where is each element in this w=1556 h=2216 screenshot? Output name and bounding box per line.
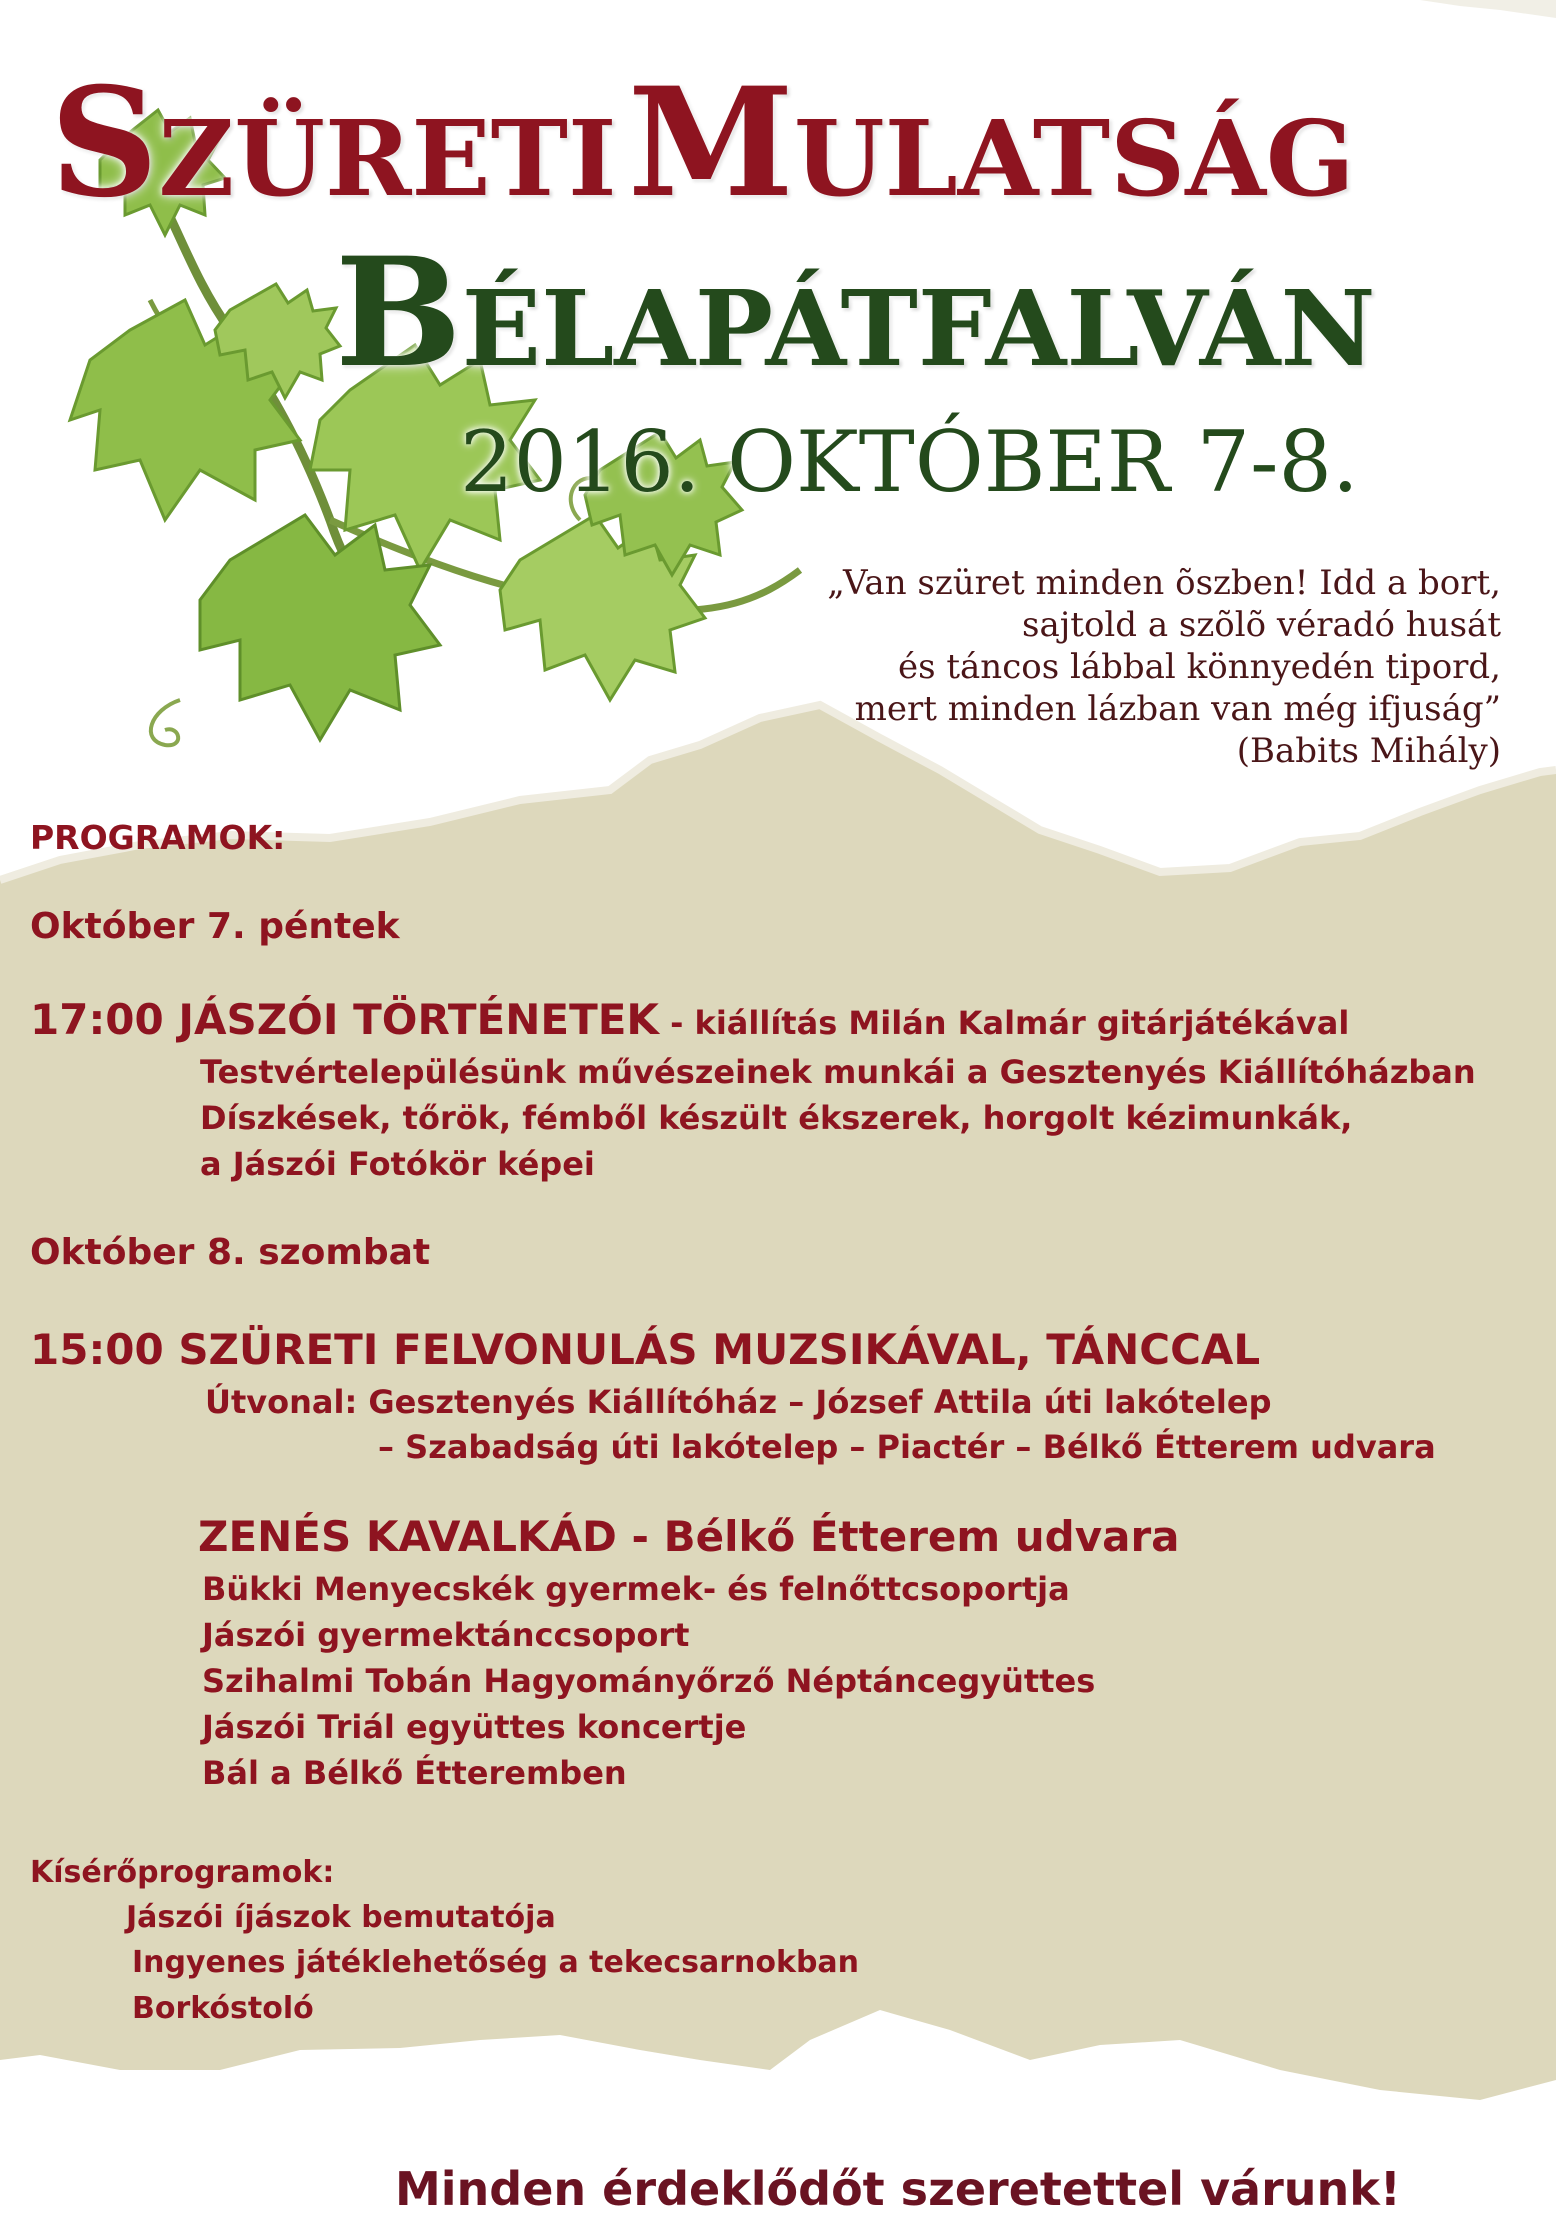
title-word-mulatsag: ULATSÁG <box>793 97 1355 220</box>
title-initial-m: M <box>627 55 794 231</box>
route-line: Útvonal: Gesztenyés Kiállítóház – József Attila úti lakótelep <box>205 1383 1272 1421</box>
program-heading: PROGRAMOK: <box>30 818 286 857</box>
side-program-item: Borkóstoló <box>132 1991 314 2026</box>
day1-label: Október 7. péntek <box>30 906 400 947</box>
side-program-item: Ingyenes játéklehetőség a tekecsarnokban <box>132 1945 860 1980</box>
quote-line: és táncos lábbal könnyedén tipord, <box>898 647 1501 687</box>
welcome-footer: Minden érdeklődőt szeretettel várunk! <box>395 2162 1401 2216</box>
title-word-szureti: ZÜRETI <box>158 97 617 220</box>
title-initial-b: B <box>335 225 462 401</box>
quote-line: mert minden lázban van még ifjuság” <box>854 689 1501 729</box>
zenes-line: Jászói Triál együttes koncertje <box>202 1708 747 1746</box>
title-line-2 <box>335 225 1376 401</box>
event-date: 2016. OKTÓBER 7-8. <box>460 413 1359 511</box>
zenes-line: Jászói gyermektánccsoport <box>202 1616 690 1654</box>
day1-event-time-title: 17:00 JÁSZÓI TÖRTÉNETEK <box>30 995 659 1044</box>
title-word-belapatfalvan: ÉLAPÁTFALVÁN <box>461 267 1376 390</box>
side-program-item: Jászói íjászok bemutatója <box>126 1900 556 1935</box>
quote-line: sajtold a szõlõ véradó husát <box>1022 605 1501 645</box>
title-initial-s: S <box>50 55 159 231</box>
poem-quote <box>827 562 1501 772</box>
day1-event-title <box>30 995 1349 1044</box>
zenes-line: Szihalmi Tobán Hagyományőrző Néptáncegyüttes <box>202 1662 1096 1700</box>
zenes-line: Bál a Bélkő Étteremben <box>202 1754 627 1792</box>
side-programs-heading: Kísérőprogramok: <box>30 1855 335 1890</box>
zenes-line: Bükki Menyecskék gyermek- és felnőttcsoportja <box>202 1570 1070 1608</box>
day2-label: Október 8. szombat <box>30 1232 431 1273</box>
day1-event-desc: - kiállítás Milán Kalmár gitárjátékával <box>658 1004 1350 1042</box>
day2-event-title: 15:00 SZÜRETI FELVONULÁS MUZSIKÁVAL, TÁNCCAL <box>30 1325 1261 1374</box>
route-line: – Szabadság úti lakótelep – Piactér – Bélkő Étterem udvara <box>378 1428 1436 1466</box>
quote-line: „Van szüret minden õszben! Idd a bort, <box>827 563 1501 603</box>
day1-detail-line: Testvértelepülésünk művészeinek munkái a Gesztenyés Kiállítóházban <box>200 1053 1476 1091</box>
zenes-kavalkad-title: ZENÉS KAVALKÁD - Bélkő Étterem udvara <box>198 1512 1180 1561</box>
title-line-1 <box>50 55 1355 231</box>
quote-author: (Babits Mihály) <box>1236 731 1501 771</box>
day1-detail-line: a Jászói Fotókör képei <box>200 1145 595 1183</box>
day1-detail-line: Díszkések, tőrök, fémből készült ékszerek, horgolt kézimunkák, <box>200 1099 1353 1137</box>
